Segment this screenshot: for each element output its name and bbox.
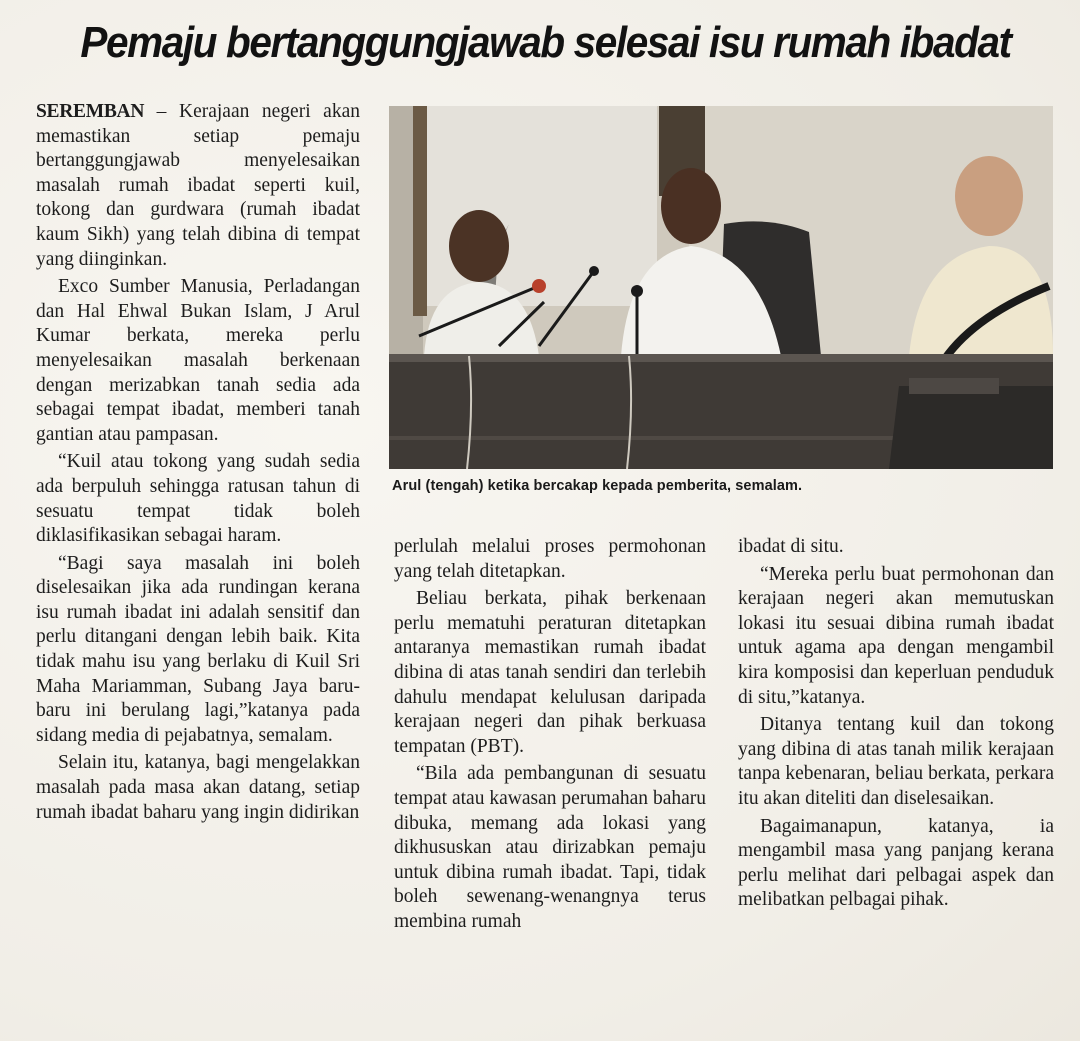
photo-caption: Arul (tengah) ketika bercakap kepada pemberita, semalam. [392,478,803,494]
article-paragraph: “Kuil atau tokong yang sudah sedia ada berpuluh sehingga ratusan tahun di sesuatu tempat tidak boleh diklasifikasikan sebagai haram. [36,451,360,547]
article-paragraph: “Bagi saya masalah ini boleh diselesaikan jika ada rundingan kerana isu rumah ibadat ini adalah sensitif dan perlu ditangani dengan lebih baik. Kita tidak mahu isu yang berlaku di Kuil Sri Maha Mariamman, Subang Jaya baru-baru ini berulang lagi,”katanya pada sidang media di pejabatnya, semalam. [36,552,360,746]
article-paragraph: ibadat di situ. [738,536,844,557]
dateline: SEREMBAN [36,101,145,122]
press-conference-photo [389,106,1053,469]
article-paragraph: “Mereka perlu buat permohonan dan kerajaan negeri akan memutuskan lokasi itu sesuai dibina rumah ibadat untuk agama apa dengan mengambil kira komposisi dan keperluan penduduk di situ,”katanya. [738,563,1054,708]
article-paragraph: “Bila ada pembangunan di sesuatu tempat atau kawasan perumahan baharu dibuka, memang ada lokasi yang dikhususkan atau dirizabkan pemaju untuk dibina rumah ibadat. Tapi, tidak boleh sewenang-wenangnya terus membina rumah [394,763,706,932]
article-paragraph [36,100,360,272]
article-column-2 [394,535,706,938]
article-paragraph: Bagaimanapun, katanya, ia mengambil masa yang panjang kerana perlu melihat dari pelbagai aspek dan melibatkan pelbagai pihak. [738,815,1054,911]
lead-text: Kerajaan negeri akan memastikan setiap pemaju bertanggungjawab menyelesaikan masalah rumah ibadat seperti kuil, tokong dan gurdwara (rumah ibadat kaum Sikh) yang telah dibina di tempat yang diinginkan. [36,101,360,270]
headline: Pemaju bertanggungjawab selesai isu rumah ibadat [80,18,1011,67]
dateline-dash: – [144,101,179,122]
news-photo [389,106,1053,469]
article-paragraph: perlulah melalui proses permohonan yang telah ditetapkan. [394,536,706,582]
article-column-1 [36,100,360,828]
article-paragraph: Beliau berkata, pihak berkenaan perlu mematuhi peraturan ditetapkan antaranya memastikan rumah ibadat dibina di atas tanah sendiri dan terlebih dahulu mendapat kelulusan daripada kerajaan negeri dan pihak berkuasa tempatan (PBT). [394,588,706,757]
article-column-3 [738,535,1054,916]
article-paragraph: Selain itu, katanya, bagi mengelakkan masalah pada masa akan datang, setiap rumah ibadat baharu yang ingin didirikan [36,752,360,823]
article-paragraph: Ditanya tentang kuil dan tokong yang dibina di atas tanah milik kerajaan tanpa kebenaran, beliau berkata, perkara itu akan diteliti dan diselesaikan. [738,714,1054,809]
article-paragraph: Exco Sumber Manusia, Perladangan dan Hal Ehwal Bukan Islam, J Arul Kumar berkata, mereka perlu menyelesaikan masalah berkenaan dengan merizabkan tanah sedia ada sebagai tempat ibadat, memberi tanah gantian atau pampasan. [36,276,360,445]
